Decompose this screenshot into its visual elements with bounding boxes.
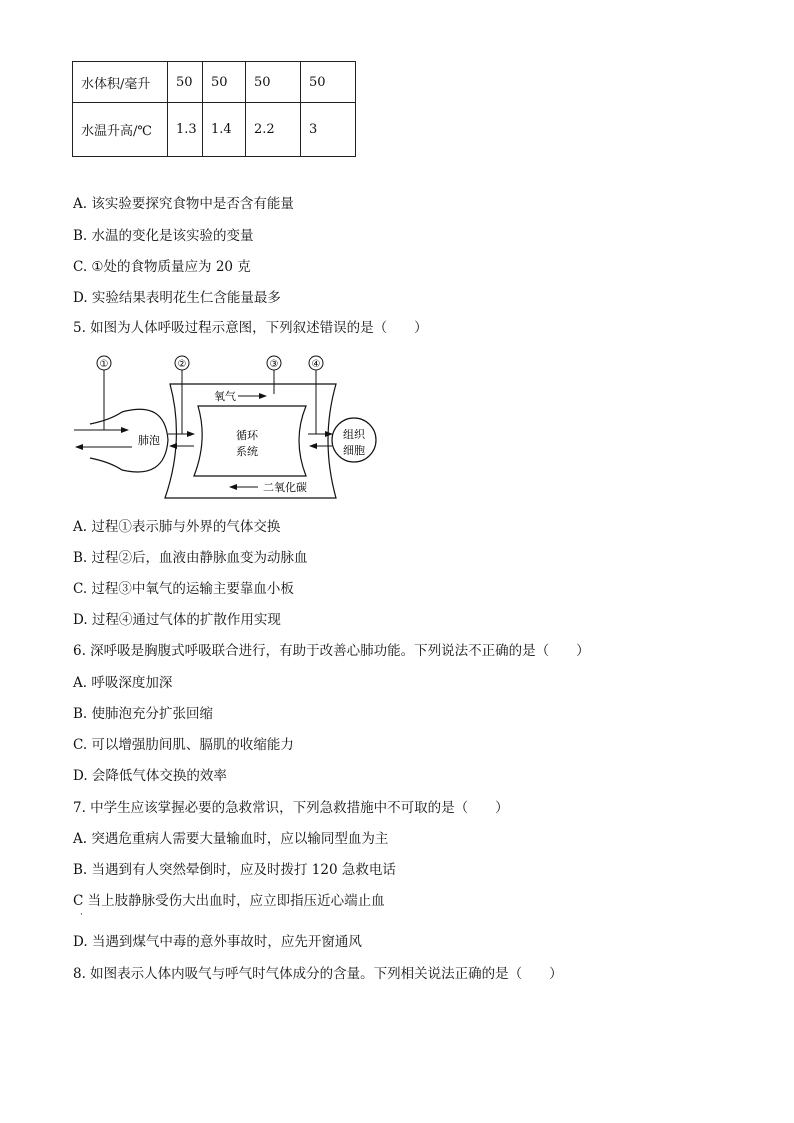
- marker-4-label: ④: [311, 359, 321, 370]
- table-cell: 50: [246, 62, 301, 103]
- q6-option-b: B. 使肺泡充分扩张回缩: [73, 706, 214, 722]
- table-cell: 50: [203, 62, 246, 103]
- alveolus-label: 肺泡: [138, 434, 160, 447]
- q7-option-a: A. 突遇危重病人需要大量输血时，应以输同型血为主: [73, 831, 389, 847]
- table-cell: 1.4: [203, 103, 246, 157]
- q5-option-d: D. 过程④通过气体的扩散作用实现: [73, 612, 281, 628]
- marker-4: [309, 356, 323, 434]
- q5-option-a: A. 过程①表示肺与外界的气体交换: [73, 519, 281, 535]
- energy-experiment-table: [72, 61, 356, 157]
- q4-option-b: B. 水温的变化是该实验的变量: [73, 228, 254, 244]
- q6-option-c: C. 可以增强肋间肌、膈肌的收缩能力: [73, 737, 294, 753]
- table-row-label: 水温升高/℃: [73, 103, 168, 157]
- table-cell: 3: [301, 103, 356, 157]
- table-cell: 2.2: [246, 103, 301, 157]
- oxygen-label: 氧气: [214, 390, 236, 403]
- circulation-label-2: 系统: [236, 445, 258, 458]
- marker-3: [267, 356, 281, 394]
- table-cell: 50: [168, 62, 203, 103]
- marker-3-label: ③: [269, 359, 279, 370]
- q7-option-c: C 当上肢静脉受伤大出血时，应立即指压近心端止血: [73, 893, 385, 909]
- q7-stem: 7. 中学生应该掌握必要的急救常识，下列急救措施中不可取的是（ ）: [73, 800, 509, 816]
- q8-stem: 8. 如图表示人体内吸气与呼气时气体成分的含量。下列相关说法正确的是（ ）: [73, 966, 563, 982]
- table-row-label: 水体积/毫升: [73, 62, 168, 103]
- stray-dot: ·: [80, 910, 83, 920]
- table-cell: 1.3: [168, 103, 203, 157]
- q6-stem: 6. 深呼吸是胸腹式呼吸联合进行，有助于改善心肺功能。下列说法不正确的是（ ）: [73, 643, 590, 659]
- q4-option-d: D. 实验结果表明花生仁含能量最多: [73, 290, 281, 306]
- q7-option-b: B. 当遇到有人突然晕倒时，应及时拨打 120 急救电话: [73, 862, 396, 878]
- marker-1-label: ①: [99, 359, 109, 370]
- table-cell: 50: [301, 62, 356, 103]
- marker-2: [175, 356, 189, 434]
- q4-option-c: C. ①处的食物质量应为 20 克: [73, 259, 251, 275]
- q6-option-a: A. 呼吸深度加深: [73, 675, 173, 691]
- q5-stem: 5. 如图为人体呼吸过程示意图，下列叙述错误的是（ ）: [73, 320, 428, 336]
- tissue-label-2: 细胞: [343, 444, 365, 457]
- q7-option-d: D. 当遇到煤气中毒的意外事故时，应先开窗通风: [73, 934, 362, 950]
- co2-label: 二氧化碳: [263, 481, 307, 494]
- q4-option-a: A. 该实验要探究食物中是否含有能量: [73, 196, 294, 212]
- q5-option-c: C. 过程③中氧气的运输主要靠血小板: [73, 581, 294, 597]
- tissue-label-1: 组织: [343, 428, 365, 441]
- q6-option-d: D. 会降低气体交换的效率: [73, 768, 227, 784]
- respiration-diagram: [70, 350, 390, 510]
- table-row: [73, 62, 356, 103]
- q5-option-b: B. 过程②后，血液由静脉血变为动脉血: [73, 550, 308, 566]
- circulation-label-1: 循环: [236, 429, 258, 442]
- table-row: [73, 103, 356, 157]
- marker-2-label: ②: [177, 359, 187, 370]
